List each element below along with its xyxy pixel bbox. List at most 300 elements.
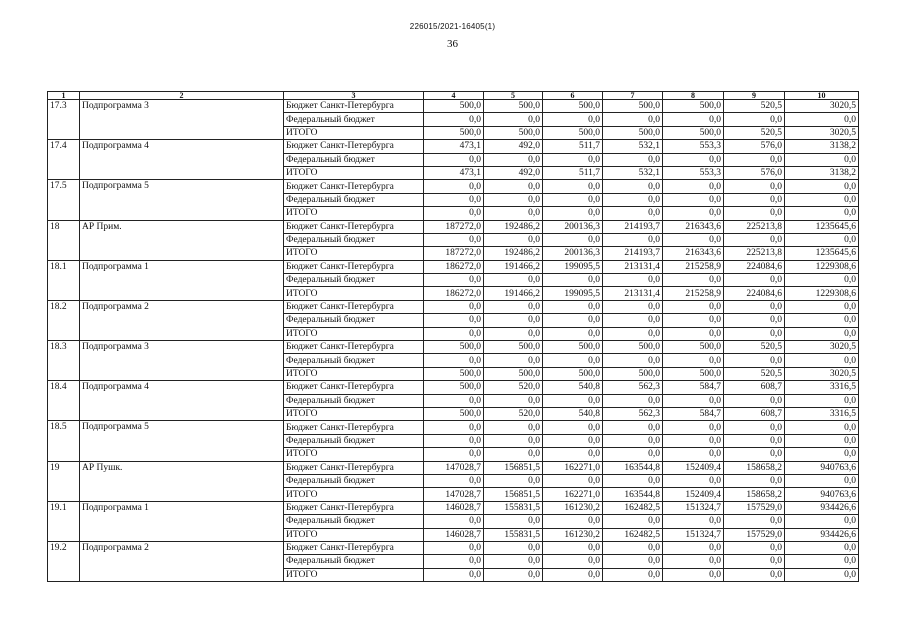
funding-source: ИТОГО [284, 488, 424, 501]
value-cell: 540,8 [543, 407, 603, 420]
row-code: 18.4 [48, 381, 80, 421]
value-cell: 147028,7 [424, 461, 484, 474]
value-cell: 0,0 [543, 300, 603, 313]
value-cell: 934426,6 [785, 528, 859, 541]
value-cell: 214193,7 [603, 220, 663, 233]
funding-source: Федеральный бюджет [284, 434, 424, 447]
value-cell: 500,0 [543, 126, 603, 139]
value-cell: 500,0 [663, 100, 724, 113]
table-row [48, 421, 859, 434]
value-cell: 216343,6 [663, 247, 724, 260]
value-cell: 0,0 [543, 327, 603, 340]
value-cell: 0,0 [603, 354, 663, 367]
funding-source: ИТОГО [284, 126, 424, 139]
value-cell: 0,0 [663, 354, 724, 367]
program-name: Подпрограмма 1 [80, 501, 284, 541]
table-row [48, 220, 859, 233]
value-cell: 0,0 [543, 568, 603, 581]
value-cell: 186272,0 [424, 260, 484, 273]
value-cell: 0,0 [724, 207, 785, 220]
table-row [48, 381, 859, 394]
value-cell: 0,0 [724, 555, 785, 568]
value-cell: 225213,8 [724, 247, 785, 260]
value-cell: 500,0 [603, 341, 663, 354]
funding-source: ИТОГО [284, 367, 424, 380]
value-cell: 0,0 [484, 555, 543, 568]
column-header: 9 [724, 92, 785, 100]
value-cell: 162271,0 [543, 461, 603, 474]
funding-source: ИТОГО [284, 568, 424, 581]
value-cell: 0,0 [785, 354, 859, 367]
value-cell: 199095,5 [543, 287, 603, 300]
value-cell: 584,7 [663, 407, 724, 420]
funding-source: Бюджет Санкт-Петербурга [284, 300, 424, 313]
value-cell: 3138,2 [785, 140, 859, 153]
value-cell: 0,0 [785, 541, 859, 554]
page-number: 36 [447, 38, 458, 50]
value-cell: 192486,2 [484, 220, 543, 233]
value-cell: 0,0 [424, 314, 484, 327]
row-code: 19 [48, 461, 80, 501]
value-cell: 562,3 [603, 407, 663, 420]
value-cell: 511,7 [543, 166, 603, 179]
value-cell: 500,0 [663, 341, 724, 354]
value-cell: 0,0 [484, 274, 543, 287]
column-header: 7 [603, 92, 663, 100]
value-cell: 1235645,6 [785, 247, 859, 260]
value-cell: 225213,8 [724, 220, 785, 233]
funding-source: Федеральный бюджет [284, 113, 424, 126]
value-cell: 186272,0 [424, 287, 484, 300]
value-cell: 146028,7 [424, 501, 484, 514]
value-cell: 213131,4 [603, 260, 663, 273]
funding-source: ИТОГО [284, 528, 424, 541]
funding-source: Бюджет Санкт-Петербурга [284, 341, 424, 354]
budget-table [47, 91, 859, 582]
column-header: 2 [80, 92, 284, 100]
value-cell: 0,0 [603, 474, 663, 487]
table-row [48, 341, 859, 354]
column-header: 10 [785, 92, 859, 100]
row-code: 17.3 [48, 100, 80, 140]
column-number-row [48, 92, 859, 100]
value-cell: 0,0 [663, 474, 724, 487]
value-cell: 520,0 [484, 407, 543, 420]
value-cell: 0,0 [484, 207, 543, 220]
value-cell: 0,0 [663, 180, 724, 193]
value-cell: 0,0 [424, 448, 484, 461]
value-cell: 940763,6 [785, 461, 859, 474]
value-cell: 0,0 [724, 233, 785, 246]
value-cell: 540,8 [543, 381, 603, 394]
program-name: АР Прим. [80, 220, 284, 260]
value-cell: 0,0 [543, 207, 603, 220]
row-code: 19.2 [48, 541, 80, 581]
value-cell: 200136,3 [543, 220, 603, 233]
funding-source: Федеральный бюджет [284, 515, 424, 528]
value-cell: 0,0 [543, 153, 603, 166]
funding-source: Бюджет Санкт-Петербурга [284, 100, 424, 113]
value-cell: 0,0 [603, 207, 663, 220]
value-cell: 158658,2 [724, 488, 785, 501]
value-cell: 200136,3 [543, 247, 603, 260]
value-cell: 0,0 [663, 193, 724, 206]
value-cell: 0,0 [663, 314, 724, 327]
value-cell: 0,0 [603, 394, 663, 407]
value-cell: 492,0 [484, 140, 543, 153]
value-cell: 0,0 [603, 153, 663, 166]
value-cell: 500,0 [543, 367, 603, 380]
value-cell: 500,0 [484, 126, 543, 139]
value-cell: 0,0 [424, 568, 484, 581]
value-cell: 0,0 [603, 541, 663, 554]
column-header: 5 [484, 92, 543, 100]
funding-source: ИТОГО [284, 407, 424, 420]
value-cell: 0,0 [484, 568, 543, 581]
value-cell: 500,0 [484, 100, 543, 113]
value-cell: 0,0 [484, 354, 543, 367]
value-cell: 0,0 [785, 568, 859, 581]
column-header: 3 [284, 92, 424, 100]
value-cell: 1229308,6 [785, 260, 859, 273]
row-code: 18.3 [48, 341, 80, 381]
program-name: АР Пушк. [80, 461, 284, 501]
funding-source: Бюджет Санкт-Петербурга [284, 381, 424, 394]
value-cell: 0,0 [484, 421, 543, 434]
value-cell: 0,0 [543, 434, 603, 447]
funding-source: Бюджет Санкт-Петербурга [284, 421, 424, 434]
value-cell: 0,0 [543, 448, 603, 461]
value-cell: 192486,2 [484, 247, 543, 260]
value-cell: 156851,5 [484, 488, 543, 501]
funding-source: Бюджет Санкт-Петербурга [284, 140, 424, 153]
value-cell: 0,0 [785, 555, 859, 568]
value-cell: 0,0 [484, 314, 543, 327]
value-cell: 0,0 [543, 541, 603, 554]
value-cell: 0,0 [484, 515, 543, 528]
value-cell: 0,0 [603, 515, 663, 528]
value-cell: 0,0 [484, 434, 543, 447]
value-cell: 163544,8 [603, 488, 663, 501]
column-header: 4 [424, 92, 484, 100]
value-cell: 0,0 [724, 113, 785, 126]
value-cell: 500,0 [603, 367, 663, 380]
value-cell: 0,0 [543, 180, 603, 193]
funding-source: Федеральный бюджет [284, 474, 424, 487]
value-cell: 152409,4 [663, 461, 724, 474]
funding-source: Федеральный бюджет [284, 314, 424, 327]
value-cell: 0,0 [424, 207, 484, 220]
value-cell: 3020,5 [785, 100, 859, 113]
value-cell: 163544,8 [603, 461, 663, 474]
value-cell: 0,0 [785, 193, 859, 206]
value-cell: 0,0 [724, 568, 785, 581]
value-cell: 0,0 [603, 421, 663, 434]
value-cell: 0,0 [424, 300, 484, 313]
value-cell: 0,0 [724, 327, 785, 340]
value-cell: 0,0 [724, 274, 785, 287]
value-cell: 0,0 [663, 274, 724, 287]
value-cell: 161230,2 [543, 501, 603, 514]
value-cell: 213131,4 [603, 287, 663, 300]
value-cell: 199095,5 [543, 260, 603, 273]
value-cell: 584,7 [663, 381, 724, 394]
value-cell: 500,0 [543, 341, 603, 354]
program-name: Подпрограмма 2 [80, 300, 284, 340]
value-cell: 0,0 [724, 193, 785, 206]
value-cell: 0,0 [424, 541, 484, 554]
value-cell: 608,7 [724, 381, 785, 394]
value-cell: 520,5 [724, 341, 785, 354]
value-cell: 151324,7 [663, 528, 724, 541]
value-cell: 1229308,6 [785, 287, 859, 300]
table-row [48, 501, 859, 514]
value-cell: 0,0 [663, 113, 724, 126]
value-cell: 473,1 [424, 140, 484, 153]
value-cell: 0,0 [663, 207, 724, 220]
value-cell: 216343,6 [663, 220, 724, 233]
value-cell: 500,0 [424, 341, 484, 354]
value-cell: 0,0 [424, 193, 484, 206]
funding-source: Бюджет Санкт-Петербурга [284, 260, 424, 273]
value-cell: 520,0 [484, 381, 543, 394]
funding-source: Федеральный бюджет [284, 354, 424, 367]
value-cell: 0,0 [663, 421, 724, 434]
value-cell: 0,0 [663, 394, 724, 407]
value-cell: 0,0 [603, 314, 663, 327]
value-cell: 500,0 [424, 381, 484, 394]
value-cell: 0,0 [484, 327, 543, 340]
value-cell: 187272,0 [424, 247, 484, 260]
value-cell: 0,0 [785, 274, 859, 287]
value-cell: 0,0 [724, 515, 785, 528]
value-cell: 3138,2 [785, 166, 859, 179]
value-cell: 0,0 [424, 394, 484, 407]
value-cell: 500,0 [424, 407, 484, 420]
value-cell: 0,0 [603, 555, 663, 568]
value-cell: 0,0 [785, 233, 859, 246]
value-cell: 0,0 [663, 541, 724, 554]
funding-source: Бюджет Санкт-Петербурга [284, 461, 424, 474]
value-cell: 500,0 [484, 367, 543, 380]
funding-source: ИТОГО [284, 287, 424, 300]
table-row [48, 461, 859, 474]
value-cell: 0,0 [603, 434, 663, 447]
value-cell: 0,0 [663, 568, 724, 581]
value-cell: 157529,0 [724, 501, 785, 514]
row-code: 18.2 [48, 300, 80, 340]
program-name: Подпрограмма 3 [80, 341, 284, 381]
value-cell: 0,0 [484, 233, 543, 246]
value-cell: 0,0 [724, 354, 785, 367]
value-cell: 0,0 [785, 421, 859, 434]
table-row [48, 260, 859, 273]
value-cell: 0,0 [424, 555, 484, 568]
value-cell: 520,5 [724, 126, 785, 139]
row-code: 17.4 [48, 140, 80, 180]
funding-source: Бюджет Санкт-Петербурга [284, 501, 424, 514]
table-row [48, 180, 859, 193]
value-cell: 0,0 [785, 448, 859, 461]
value-cell: 0,0 [603, 327, 663, 340]
table-row [48, 541, 859, 554]
funding-source: ИТОГО [284, 247, 424, 260]
value-cell: 3020,5 [785, 367, 859, 380]
value-cell: 511,7 [543, 140, 603, 153]
row-code: 19.1 [48, 501, 80, 541]
value-cell: 0,0 [424, 354, 484, 367]
value-cell: 0,0 [424, 233, 484, 246]
row-code: 18 [48, 220, 80, 260]
value-cell: 553,3 [663, 140, 724, 153]
program-name: Подпрограмма 2 [80, 541, 284, 581]
program-name: Подпрограмма 3 [80, 100, 284, 140]
value-cell: 500,0 [603, 100, 663, 113]
value-cell: 0,0 [543, 421, 603, 434]
value-cell: 0,0 [724, 314, 785, 327]
value-cell: 0,0 [663, 300, 724, 313]
value-cell: 0,0 [484, 153, 543, 166]
value-cell: 500,0 [603, 126, 663, 139]
value-cell: 608,7 [724, 407, 785, 420]
value-cell: 0,0 [424, 274, 484, 287]
value-cell: 3020,5 [785, 126, 859, 139]
value-cell: 0,0 [603, 448, 663, 461]
value-cell: 0,0 [543, 515, 603, 528]
value-cell: 152409,4 [663, 488, 724, 501]
value-cell: 162271,0 [543, 488, 603, 501]
value-cell: 0,0 [724, 300, 785, 313]
row-code: 18.5 [48, 421, 80, 461]
value-cell: 0,0 [543, 474, 603, 487]
value-cell: 156851,5 [484, 461, 543, 474]
table-row [48, 300, 859, 313]
table-row [48, 100, 859, 113]
value-cell: 0,0 [785, 207, 859, 220]
value-cell: 0,0 [603, 300, 663, 313]
value-cell: 0,0 [543, 354, 603, 367]
value-cell: 0,0 [484, 394, 543, 407]
value-cell: 0,0 [785, 113, 859, 126]
value-cell: 0,0 [785, 515, 859, 528]
value-cell: 0,0 [484, 474, 543, 487]
value-cell: 215258,9 [663, 260, 724, 273]
value-cell: 1235645,6 [785, 220, 859, 233]
value-cell: 146028,7 [424, 528, 484, 541]
value-cell: 940763,6 [785, 488, 859, 501]
funding-source: ИТОГО [284, 327, 424, 340]
value-cell: 0,0 [663, 327, 724, 340]
row-code: 18.1 [48, 260, 80, 300]
value-cell: 0,0 [724, 153, 785, 166]
value-cell: 0,0 [543, 274, 603, 287]
value-cell: 0,0 [724, 434, 785, 447]
document-code: 226015/2021-16405(1) [409, 22, 496, 31]
program-name: Подпрограмма 1 [80, 260, 284, 300]
value-cell: 0,0 [603, 568, 663, 581]
value-cell: 0,0 [543, 314, 603, 327]
value-cell: 0,0 [785, 434, 859, 447]
value-cell: 0,0 [663, 515, 724, 528]
funding-source: Федеральный бюджет [284, 153, 424, 166]
value-cell: 500,0 [484, 341, 543, 354]
value-cell: 934426,6 [785, 501, 859, 514]
value-cell: 0,0 [785, 180, 859, 193]
value-cell: 500,0 [424, 100, 484, 113]
value-cell: 191466,2 [484, 260, 543, 273]
program-name: Подпрограмма 5 [80, 180, 284, 220]
column-header: 6 [543, 92, 603, 100]
funding-source: Федеральный бюджет [284, 394, 424, 407]
funding-source: Федеральный бюджет [284, 274, 424, 287]
value-cell: 224084,6 [724, 260, 785, 273]
value-cell: 0,0 [785, 394, 859, 407]
value-cell: 0,0 [484, 541, 543, 554]
funding-source: Бюджет Санкт-Петербурга [284, 541, 424, 554]
table-row [48, 140, 859, 153]
funding-source: ИТОГО [284, 207, 424, 220]
value-cell: 532,1 [603, 166, 663, 179]
program-name: Подпрограмма 4 [80, 140, 284, 180]
value-cell: 0,0 [663, 153, 724, 166]
value-cell: 0,0 [603, 113, 663, 126]
value-cell: 0,0 [424, 153, 484, 166]
value-cell: 0,0 [424, 421, 484, 434]
value-cell: 0,0 [424, 474, 484, 487]
value-cell: 162482,5 [603, 501, 663, 514]
value-cell: 3316,5 [785, 381, 859, 394]
value-cell: 0,0 [724, 394, 785, 407]
value-cell: 520,5 [724, 100, 785, 113]
funding-source: ИТОГО [284, 448, 424, 461]
value-cell: 500,0 [424, 126, 484, 139]
value-cell: 500,0 [663, 126, 724, 139]
value-cell: 0,0 [663, 434, 724, 447]
value-cell: 0,0 [484, 300, 543, 313]
funding-source: Федеральный бюджет [284, 233, 424, 246]
value-cell: 0,0 [543, 394, 603, 407]
table-body [48, 100, 859, 582]
value-cell: 0,0 [785, 327, 859, 340]
value-cell: 0,0 [543, 233, 603, 246]
value-cell: 0,0 [484, 448, 543, 461]
value-cell: 0,0 [603, 274, 663, 287]
value-cell: 161230,2 [543, 528, 603, 541]
value-cell: 0,0 [543, 193, 603, 206]
value-cell: 155831,5 [484, 528, 543, 541]
value-cell: 473,1 [424, 166, 484, 179]
value-cell: 532,1 [603, 140, 663, 153]
value-cell: 0,0 [484, 113, 543, 126]
funding-source: Федеральный бюджет [284, 555, 424, 568]
value-cell: 0,0 [724, 541, 785, 554]
value-cell: 191466,2 [484, 287, 543, 300]
value-cell: 0,0 [603, 233, 663, 246]
value-cell: 0,0 [785, 314, 859, 327]
value-cell: 0,0 [663, 555, 724, 568]
value-cell: 576,0 [724, 140, 785, 153]
funding-source: Федеральный бюджет [284, 193, 424, 206]
value-cell: 215258,9 [663, 287, 724, 300]
value-cell: 0,0 [785, 474, 859, 487]
funding-source: Бюджет Санкт-Петербурга [284, 180, 424, 193]
value-cell: 151324,7 [663, 501, 724, 514]
value-cell: 0,0 [484, 193, 543, 206]
value-cell: 0,0 [785, 153, 859, 166]
value-cell: 0,0 [603, 180, 663, 193]
value-cell: 0,0 [785, 300, 859, 313]
value-cell: 576,0 [724, 166, 785, 179]
